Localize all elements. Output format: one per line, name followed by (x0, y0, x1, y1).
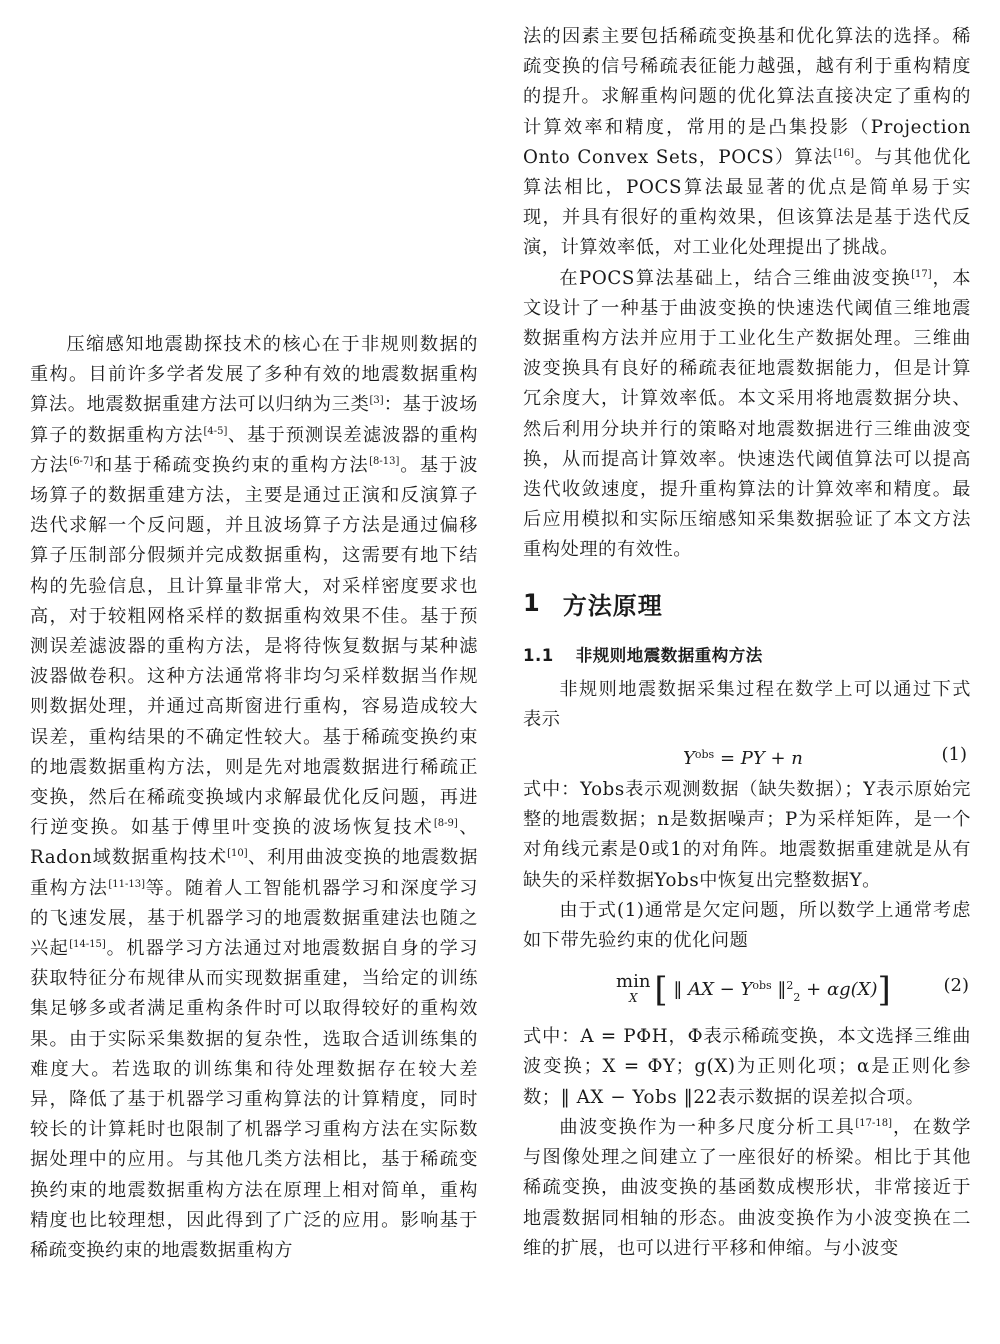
right-bracket: ] (877, 970, 891, 1011)
body-paragraph: 式中：Yobs表示观测数据（缺失数据）；Y表示原始完整的地震数据；n是数据噪声；P为采样矩阵，是一个对角线元素是0或1的对角阵。地震数据重建就是从有缺失的采样数据Yobs中恢复出完整数据Y。 (523, 779, 971, 891)
section-number: 1 (523, 589, 541, 618)
body-paragraph: 由于式(1)通常是欠定问题，所以数学上通常考虑如下带先验约束的优化问题 (523, 899, 971, 952)
subsection-heading (523, 643, 971, 669)
subsection-number: 1.1 (523, 645, 554, 665)
body-paragraph: 在POCS算法基础上，结合三维曲波变换[17]，本文设计了一种基于曲波变换的快速迭代阈值三维地震数据重构方法并应用于工业化生产数据处理。三维曲波变换具有良好的稀疏表征地震数据能力，但是计算冗余度大，计算效率低。本文采用将地震数据分块、然后利用分块并行的策略对地震数据进行三维曲波变换，从而提高计算效率。快速迭代阈值算法可以提高迭代收敛速度，提升重构算法的计算效率和精度。最后应用模拟和实际压缩感知采集数据验证了本文方法重构处理的有效性。 (523, 267, 971, 561)
equation-1 (523, 735, 971, 775)
left-bracket: [ (654, 970, 668, 1011)
equation-number: (2) (943, 975, 969, 997)
body-paragraph: 式中：A = PΦH，Φ表示稀疏变换，本文选择三维曲波变换；X = ΦY；g(X)为正则化项；α是正则化参数；‖ AX − Yobs ‖22表示数据的误差拟合项。 (523, 1026, 971, 1108)
body-paragraph: 曲波变换作为一种多尺度分析工具[17-18]，在数学与图像处理之间建立了一座很好的桥梁。相比于其他稀疏变换，曲波变换的基函数成楔形状，非常接近于地震数据同相轴的形态。曲波变换作为小波变换在二维的扩展，也可以进行平移和伸缩。与小波变 (523, 1116, 971, 1259)
min-operator: min X (616, 971, 651, 1006)
equation-2 (523, 956, 971, 1022)
right-column (523, 22, 971, 1264)
left-column (30, 330, 478, 1266)
subsection-title: 非规则地震数据重构方法 (575, 645, 763, 665)
section-heading (523, 586, 971, 621)
section-title: 方法原理 (562, 591, 663, 620)
body-paragraph: 法的因素主要包括稀疏变换基和优化算法的选择。稀疏变换的信号稀疏表征能力越强，越有利于重构精度的提升。求解重构问题的优化算法直接决定了重构的计算效率和精度，常用的是凸集投影（Projection Onto Convex Sets，POCS）算法[16]。与其他优化算法相比，POCS算法最显著的优点是简单易于实现，并具有很好的重构效果，但该算法是基于迭代反演，计算效率低，对工业化处理提出了挑战。 (523, 26, 972, 259)
equation-number: (1) (941, 744, 967, 766)
equation-expression: min X [ ‖ AX − $Y^{obs}$ ‖$^2_2$ + αg(X)] (616, 970, 891, 1011)
body-paragraph: 非规则地震数据采集过程在数学上可以通过下式表示 (523, 678, 971, 730)
body-paragraph: 压缩感知地震勘探技术的核心在于非规则数据的重构。目前许多学者发展了多种有效的地震数据重构算法。地震数据重建方法可以归纳为三类[3]：基于波场算子的数据重构方法[4-5]、基于预测误差滤波器的重构方法[6-7]和基于稀疏变换约束的重构方法[8-13]。基于波场算子的数据重建方法，主要是通过正演和反演算子迭代求解一个反问题，并且波场算子方法是通过偏移算子压制部分假频并完成数据重构，这需要有地下结构的先验信息，且计算量非常大，对采样密度要求也高，对于较粗网格采样的数据重构效果不佳。基于预测误差滤波器的重构方法，是将待恢复数据与某种滤波器做卷积。这种方法通常将非均匀采样数据当作规则数据处理，并通过高斯窗进行重构，容易造成较大误差，重构结果的不确定性较大。基于稀疏变换约束的地震数据重构方法，则是先对地震数据进行稀疏正变换，然后在稀疏变换域内求解最优化反问题，再进行逆变换。如基于傅里叶变换的波场恢复技术[8-9]、Radon域数据重构技术[10]、利用曲波变换的地震数据重构方法[11-13]等。随着人工智能机器学习和深度学习的飞速发展，基于机器学习的地震数据重建法也随之兴起[14-15]。机器学习方法通过对地震数据自身的学习获取特征分布规律从而实现数据重建，当给定的训练集足够多或者满足重构条件时可以取得较好的重构效果。由于实际采集数据的复杂性，选取合适训练集的难度大。若选取的训练集和待处理数据存在较大差异，降低了基于机器学习重构算法的计算精度，同时较长的计算耗时也限制了机器学习重构方法在实际数据处理中的应用。与其他几类方法相比，基于稀疏变换约束的地震数据重构方法在原理上相对简单，重构精度也比较理想，因此得到了广泛的应用。影响基于稀疏变换约束的地震数据重构方 (30, 334, 479, 1262)
equation-expression: $Y^{obs}$ = PY + n (683, 748, 803, 770)
